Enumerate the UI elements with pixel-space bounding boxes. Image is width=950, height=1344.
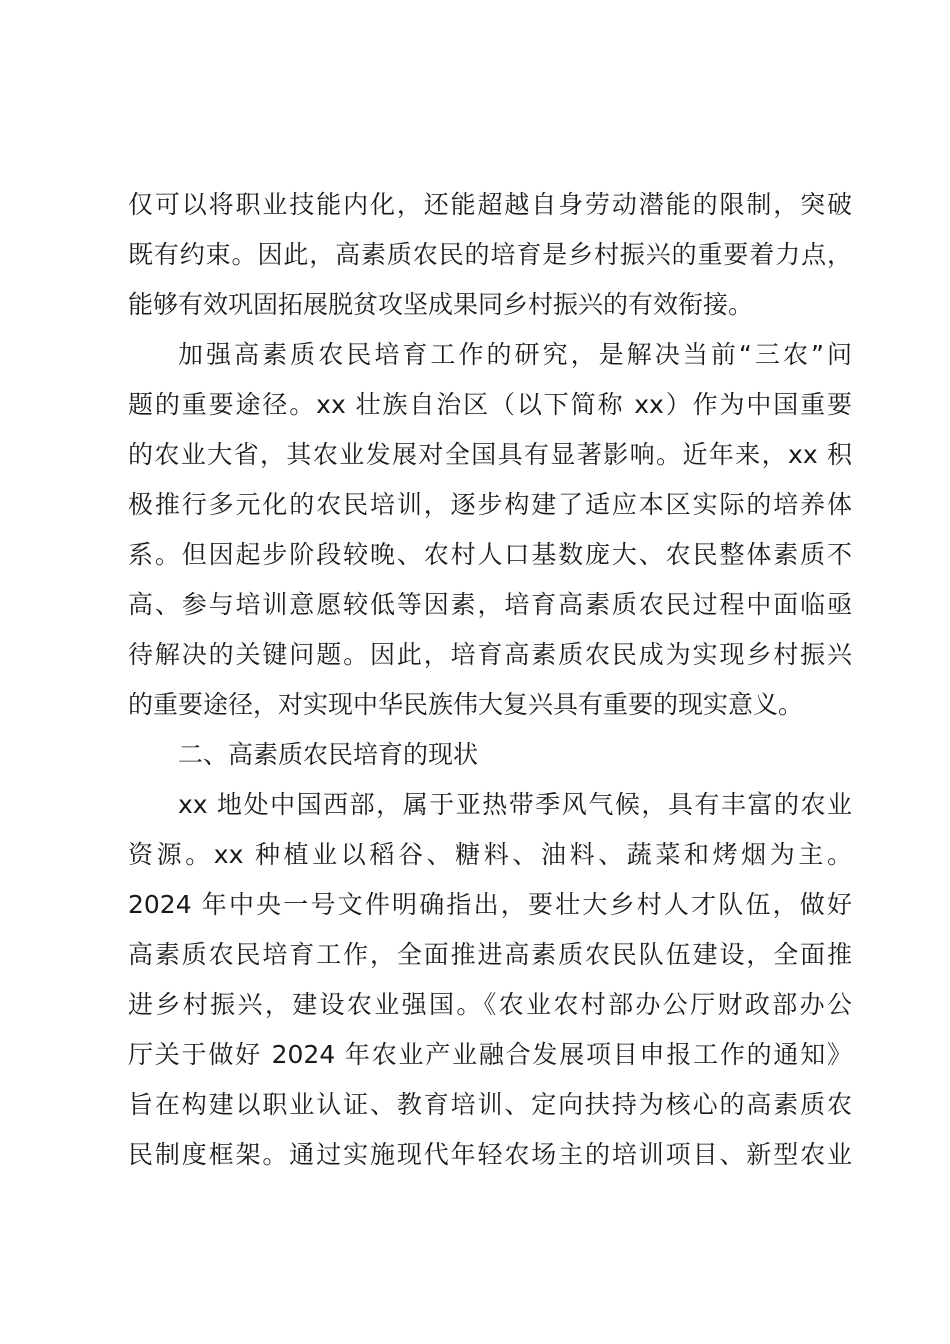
text-line: 高素质农民培育工作，全面推进高素质农民队伍建设，全面推 [128,940,852,969]
paragraph [128,180,852,330]
text-line: 题的重要途径。xx 壮族自治区（以下简称 xx）作为中国重要 [128,390,852,419]
text-line: 的农业大省，其农业发展对全国具有显著影响。近年来，xx 积 [128,440,852,469]
text-line: 加强高素质农民培育工作的研究，是解决当前“三农”问 [178,340,852,369]
text-line: 仅可以将职业技能内化，还能超越自身劳动潜能的限制，突破 [128,190,852,219]
text-line: 能够有效巩固拓展脱贫攻坚成果同乡村振兴的有效衔接。 [128,290,754,319]
text-line: 旨在构建以职业认证、教育培训、定向扶持为核心的高素质农 [128,1090,852,1119]
text-line: 资源。xx 种植业以稻谷、糖料、油料、蔬菜和烤烟为主。 [128,840,852,869]
text-line: 厅关于做好 2024 年农业产业融合发展项目申报工作的通知》 [128,1040,852,1069]
text-line: 的重要途径，对实现中华民族伟大复兴具有重要的现实意义。 [128,690,804,719]
paragraph [128,330,852,730]
text-line: 2024 年中央一号文件明确指出，要壮大乡村人才队伍，做好 [128,890,852,919]
paragraph [128,780,852,1180]
text-line: 系。但因起步阶段较晚、农村人口基数庞大、农民整体素质不 [128,540,852,569]
text-line: 既有约束。因此，高素质农民的培育是乡村振兴的重要着力点， [128,240,852,269]
document-body [128,180,852,1180]
text-line: 民制度框架。通过实施现代年轻农场主的培训项目、新型农业 [128,1140,852,1169]
text-line: xx 地处中国西部，属于亚热带季风气候，具有丰富的农业 [178,790,852,819]
section-heading: 二、高素质农民培育的现状 [178,740,479,769]
text-line: 进乡村振兴，建设农业强国。《农业农村部办公厅财政部办公 [128,990,852,1019]
text-line: 极推行多元化的农民培训，逐步构建了适应本区实际的培养体 [128,490,852,519]
text-line: 待解决的关键问题。因此，培育高素质农民成为实现乡村振兴 [128,640,852,669]
text-line: 高、参与培训意愿较低等因素，培育高素质农民过程中面临亟 [128,590,852,619]
